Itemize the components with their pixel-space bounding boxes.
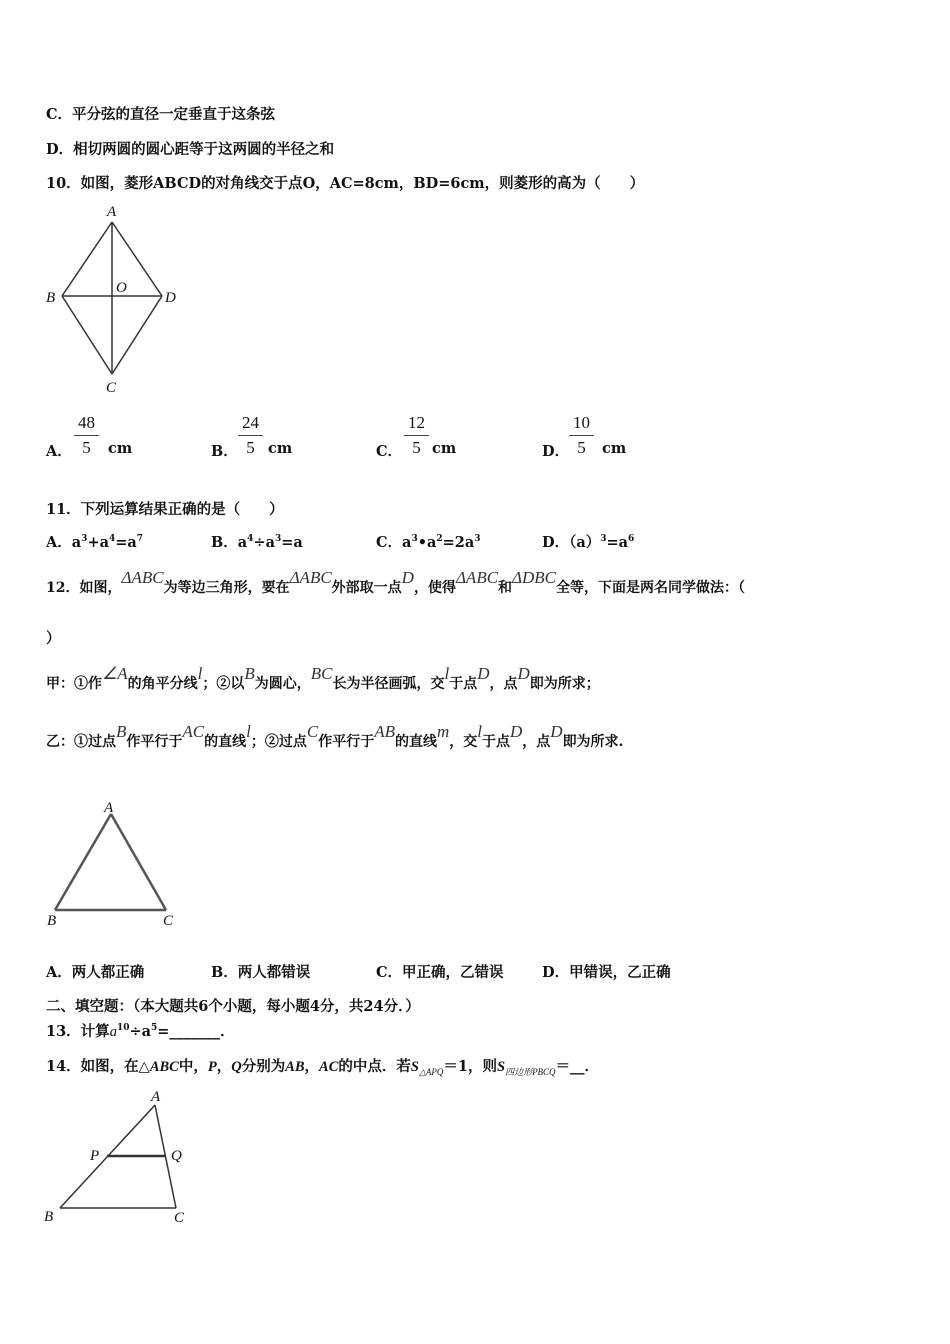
label-a: A	[104, 800, 114, 816]
subscript: △APQ	[418, 1066, 444, 1077]
text: 于点	[449, 676, 478, 692]
denominator: 5	[82, 438, 91, 457]
q12-method-jia	[46, 664, 600, 693]
text: ＝1，则	[443, 1058, 497, 1075]
q9-option-c: C．平分弦的直径一定垂直于这条弦	[46, 106, 276, 123]
math: P	[207, 1059, 217, 1075]
denominator: 5	[577, 438, 586, 457]
q12-stem-line2: ）	[46, 630, 61, 647]
q10-option-d-unit: cm	[602, 440, 627, 457]
math: S	[496, 1059, 506, 1075]
q10-stem: 10．如图，菱形ABCD的对角线交于点O，AC=8cm，BD=6cm，则菱形的高为（ ）	[46, 175, 645, 192]
letter: A．	[46, 534, 72, 551]
denominator: 5	[412, 438, 421, 457]
label-o: O	[116, 280, 127, 296]
answer-blank: =_______．	[157, 1023, 235, 1040]
text: ，	[216, 1058, 232, 1075]
subscript: 四边形PBCQ	[505, 1066, 556, 1077]
q10-option-d-fraction	[569, 413, 594, 458]
exponent: 2	[436, 534, 443, 545]
exponent: 3	[600, 534, 607, 545]
numerator: 10	[569, 413, 594, 436]
q11-stem: 11．下列运算结果正确的是（ ）	[46, 501, 284, 518]
text: 作平行于	[318, 734, 375, 750]
math: l	[246, 722, 251, 741]
term: =2a	[442, 534, 475, 551]
text: 13．计算	[46, 1023, 110, 1040]
term: =a	[115, 534, 137, 551]
math: AB	[374, 722, 395, 741]
edge-dc	[112, 296, 162, 374]
math: l	[197, 664, 203, 683]
exponent: 4	[108, 534, 116, 545]
term: +a	[87, 534, 109, 551]
math: ABC	[149, 1059, 179, 1075]
label-b: B	[44, 1209, 54, 1225]
edge-ac	[111, 814, 166, 910]
text: ＝__．	[555, 1058, 600, 1075]
q11-option-b	[211, 531, 303, 552]
math: ΔABC	[289, 568, 332, 587]
q10-option-c-unit: cm	[432, 440, 457, 457]
text: 为圆心，	[254, 676, 311, 692]
q10-option-b-unit: cm	[268, 440, 293, 457]
text: 的角平分线	[127, 676, 198, 692]
math: ΔABC	[121, 568, 164, 587]
exponent: 5	[151, 1023, 158, 1034]
exponent: 3	[274, 534, 282, 545]
math: l	[444, 664, 450, 683]
math: Q	[231, 1059, 242, 1075]
label-b: B	[46, 290, 56, 306]
term: a	[402, 534, 412, 551]
q10-option-c-fraction	[404, 413, 429, 458]
exponent: 7	[136, 534, 144, 545]
math: C	[306, 722, 319, 741]
q12-stem-line1	[46, 568, 746, 597]
math: D	[401, 568, 414, 587]
q9-option-d: D．相切两圆的圆心距等于这两圆的半径之和	[46, 141, 335, 158]
math: D	[477, 664, 490, 683]
q11-option-d	[542, 531, 634, 552]
numerator: 48	[74, 413, 99, 436]
math: D	[517, 664, 530, 683]
text: ，点	[489, 676, 518, 692]
math: l	[477, 722, 482, 741]
term: ÷a	[253, 534, 275, 551]
text: 14．如图，在△	[46, 1058, 150, 1075]
text: 的直线	[394, 734, 437, 750]
section-2-heading: 二、填空题：（本大题共6个小题，每小题4分，共24分．）	[46, 998, 420, 1015]
label-q: Q	[171, 1148, 182, 1164]
text: ，使得	[413, 580, 456, 596]
text: ，	[304, 1058, 320, 1075]
q12-option-b: B．两人都错误	[211, 964, 311, 981]
text: 中，	[178, 1058, 208, 1075]
exponent: 3	[411, 534, 418, 545]
q10-option-c-letter: C．	[376, 443, 403, 460]
math: AC	[182, 722, 205, 741]
text: 的中点．若	[338, 1058, 411, 1075]
text: ÷a	[129, 1023, 152, 1040]
text: 的直线	[204, 734, 247, 750]
text: ；②以	[202, 676, 245, 692]
text: 甲：①作	[46, 676, 102, 692]
q10-option-a-letter: A．	[46, 443, 72, 460]
text: 即为所求；	[529, 676, 600, 692]
term: •a	[417, 534, 437, 551]
math: B	[116, 722, 127, 741]
letter: C．	[376, 534, 403, 551]
exponent: 6	[628, 534, 635, 545]
q11-option-c	[376, 531, 481, 552]
rhombus-figure	[40, 200, 190, 400]
math: S	[410, 1059, 419, 1075]
edge-bc	[62, 296, 112, 374]
text: ，交	[449, 734, 478, 750]
math: AB	[285, 1059, 305, 1075]
denominator: 5	[246, 438, 255, 457]
math: BC	[310, 664, 333, 683]
term: ）	[585, 534, 601, 551]
q13	[46, 1020, 235, 1041]
exponent: 10	[116, 1023, 130, 1034]
math: D	[550, 722, 563, 741]
letter: D．	[542, 534, 570, 551]
text: 和	[498, 580, 513, 596]
label-d: D	[165, 290, 176, 306]
text: 12．如图，	[46, 580, 122, 596]
triangle-figure	[40, 795, 190, 935]
term: a	[71, 534, 82, 551]
label-b: B	[47, 913, 57, 929]
label-c: C	[163, 913, 174, 929]
label-c: C	[106, 380, 117, 396]
math: B	[244, 664, 255, 683]
trapezoid-figure	[38, 1085, 198, 1235]
q12-option-c: C．甲正确，乙错误	[376, 964, 504, 981]
numerator: 24	[238, 413, 263, 436]
q12-method-yi	[46, 722, 624, 751]
label-c: C	[174, 1210, 185, 1226]
q10-option-d-letter: D．	[542, 443, 570, 460]
edge-ab	[62, 222, 112, 296]
q10-option-b-fraction	[238, 413, 263, 458]
q14-stem	[46, 1055, 599, 1078]
math: ∠A	[102, 664, 128, 683]
numerator: 12	[404, 413, 429, 436]
text: 为等边三角形，要在	[163, 580, 290, 596]
text: 乙：①过点	[46, 734, 116, 750]
term: =a	[606, 534, 629, 551]
text: 即为所求.	[562, 734, 624, 750]
q12-option-a: A．两人都正确	[46, 964, 145, 981]
math: D	[510, 722, 523, 741]
math: ΔDBC	[512, 568, 557, 587]
math: AC	[319, 1059, 339, 1075]
term: a	[237, 534, 248, 551]
letter: B．	[211, 534, 238, 551]
edge-ab	[55, 814, 111, 910]
q11-option-a	[46, 531, 143, 552]
q10-option-a-unit: cm	[108, 440, 133, 457]
q12-option-d: D．甲错误，乙正确	[542, 964, 671, 981]
q10-option-b-letter: B．	[211, 443, 238, 460]
text: 外部取一点	[331, 580, 402, 596]
term: =a	[281, 534, 303, 551]
text: 全等，下面是两名同学做法：（	[556, 580, 746, 596]
exponent: 4	[247, 534, 254, 545]
math: ΔABC	[455, 568, 499, 587]
exponent: 3	[474, 534, 481, 545]
text: 长为半径画弧，交	[332, 676, 445, 692]
math: m	[436, 722, 450, 741]
exponent: 3	[81, 534, 88, 545]
term: （a	[569, 534, 586, 551]
text: 作平行于	[126, 734, 183, 750]
math: a	[109, 1024, 117, 1040]
label-p: P	[90, 1148, 100, 1164]
text: 分别为	[241, 1058, 286, 1075]
label-a: A	[107, 204, 117, 220]
text: ，点	[522, 734, 551, 750]
text: ；②过点	[250, 734, 307, 750]
text: 于点	[482, 734, 510, 750]
q10-option-a-fraction	[74, 413, 99, 458]
label-a: A	[151, 1089, 161, 1105]
